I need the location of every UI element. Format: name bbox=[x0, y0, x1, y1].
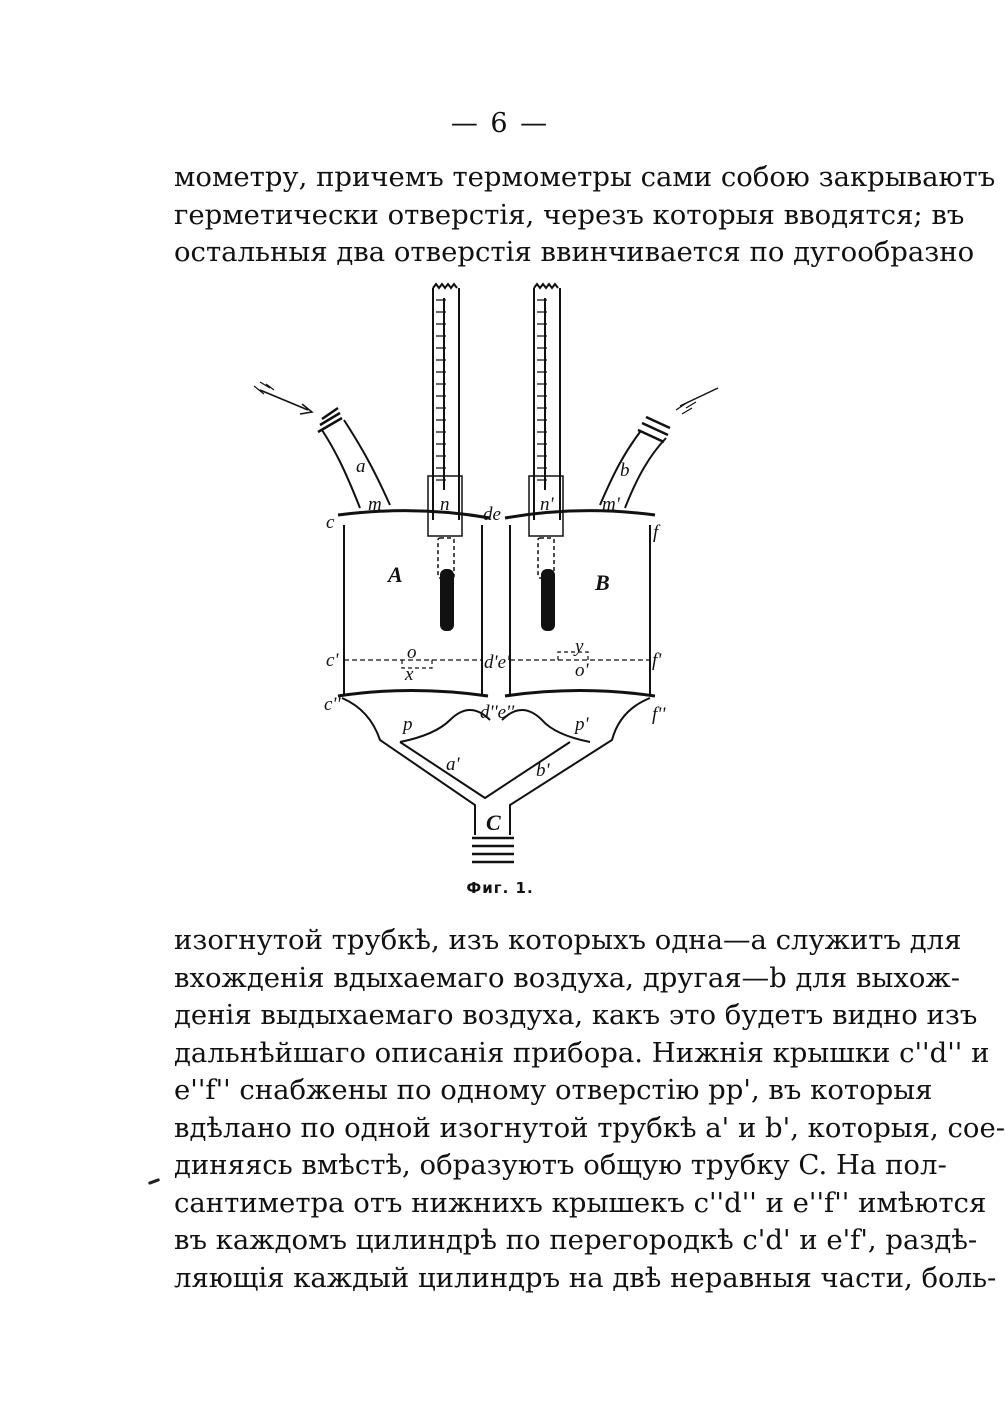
label-b: b bbox=[620, 460, 630, 481]
label-x: x bbox=[405, 664, 414, 685]
thermometer-right bbox=[529, 284, 563, 630]
label-c: c bbox=[326, 512, 335, 533]
label-de-dprime: d''e'' bbox=[480, 702, 515, 723]
label-A: A bbox=[388, 562, 403, 587]
label-f-prime: f' bbox=[652, 650, 662, 671]
ink-mark bbox=[148, 1178, 160, 1185]
text-line: сантиметра отъ нижнихъ крышекъ c''d'' и e''f'' имѣются bbox=[174, 1186, 987, 1219]
label-n: n bbox=[440, 494, 450, 515]
thermometer-left bbox=[428, 284, 462, 630]
page-number: — 6 — bbox=[450, 108, 550, 139]
label-p-prime: p' bbox=[575, 714, 589, 735]
text-line: e''f'' снабжены по одному отверстію pp', въ которыя bbox=[174, 1074, 933, 1106]
inlet-tube-a bbox=[254, 382, 390, 508]
label-de: de bbox=[483, 504, 501, 525]
label-B: B bbox=[595, 570, 610, 595]
cylinder-A bbox=[338, 511, 490, 696]
label-b-prime: b' bbox=[536, 760, 550, 781]
bottom-paragraph bbox=[174, 922, 1005, 1297]
apparatus-figure bbox=[240, 280, 700, 900]
label-n-prime: n' bbox=[540, 494, 554, 515]
text-line: ляющія каждый цилиндръ на двѣ неравныя части, боль- bbox=[174, 1261, 997, 1294]
text-line: дальнѣйшаго описанія прибора. Нижнія крышки c''d'' и bbox=[174, 1036, 990, 1069]
text-line: диняясь вмѣстѣ, образуютъ общую трубку C. На пол- bbox=[174, 1149, 947, 1181]
label-o-prime: o' bbox=[575, 660, 589, 681]
label-f: f bbox=[653, 522, 659, 543]
label-C: C bbox=[486, 810, 501, 835]
text-line: герметически отверстія, черезъ которыя вводятся; въ bbox=[174, 198, 965, 231]
label-o: o bbox=[407, 642, 417, 663]
text-line: остальныя два отверстія ввинчивается по дугообразно bbox=[174, 236, 975, 268]
label-c-dprime: c'' bbox=[324, 694, 341, 715]
label-c-prime: c' bbox=[326, 650, 339, 671]
label-y: y bbox=[575, 636, 584, 657]
label-f-dprime: f'' bbox=[652, 704, 666, 725]
figure-caption: Фиг. 1. bbox=[466, 879, 534, 897]
label-de-prime: d'e' bbox=[484, 652, 511, 673]
text-line: изогнутой трубкѣ, изъ которыхъ одна—a служитъ для bbox=[174, 924, 962, 956]
text-line: денія выдыхаемаго воздуха, какъ это будетъ видно изъ bbox=[174, 999, 978, 1031]
outlet-tube-b bbox=[600, 388, 718, 508]
label-a: a bbox=[356, 456, 366, 477]
text-line: мометру, причемъ термометры сами собою закрываютъ bbox=[174, 161, 996, 193]
text-line: вдѣлано по одной изогнутой трубкѣ a' и b', которыя, сое- bbox=[174, 1111, 1005, 1144]
label-a-prime: a' bbox=[446, 754, 460, 775]
text-line: вхожденія вдыхаемаго воздуха, другая—b для выхож- bbox=[174, 961, 961, 994]
text-line: въ каждомъ цилиндрѣ по перегородкѣ c'd' и e'f', раздѣ- bbox=[174, 1224, 978, 1256]
label-p: p bbox=[403, 714, 413, 735]
label-m-prime: m' bbox=[602, 494, 620, 515]
top-paragraph bbox=[174, 159, 996, 272]
label-m: m bbox=[368, 494, 382, 515]
